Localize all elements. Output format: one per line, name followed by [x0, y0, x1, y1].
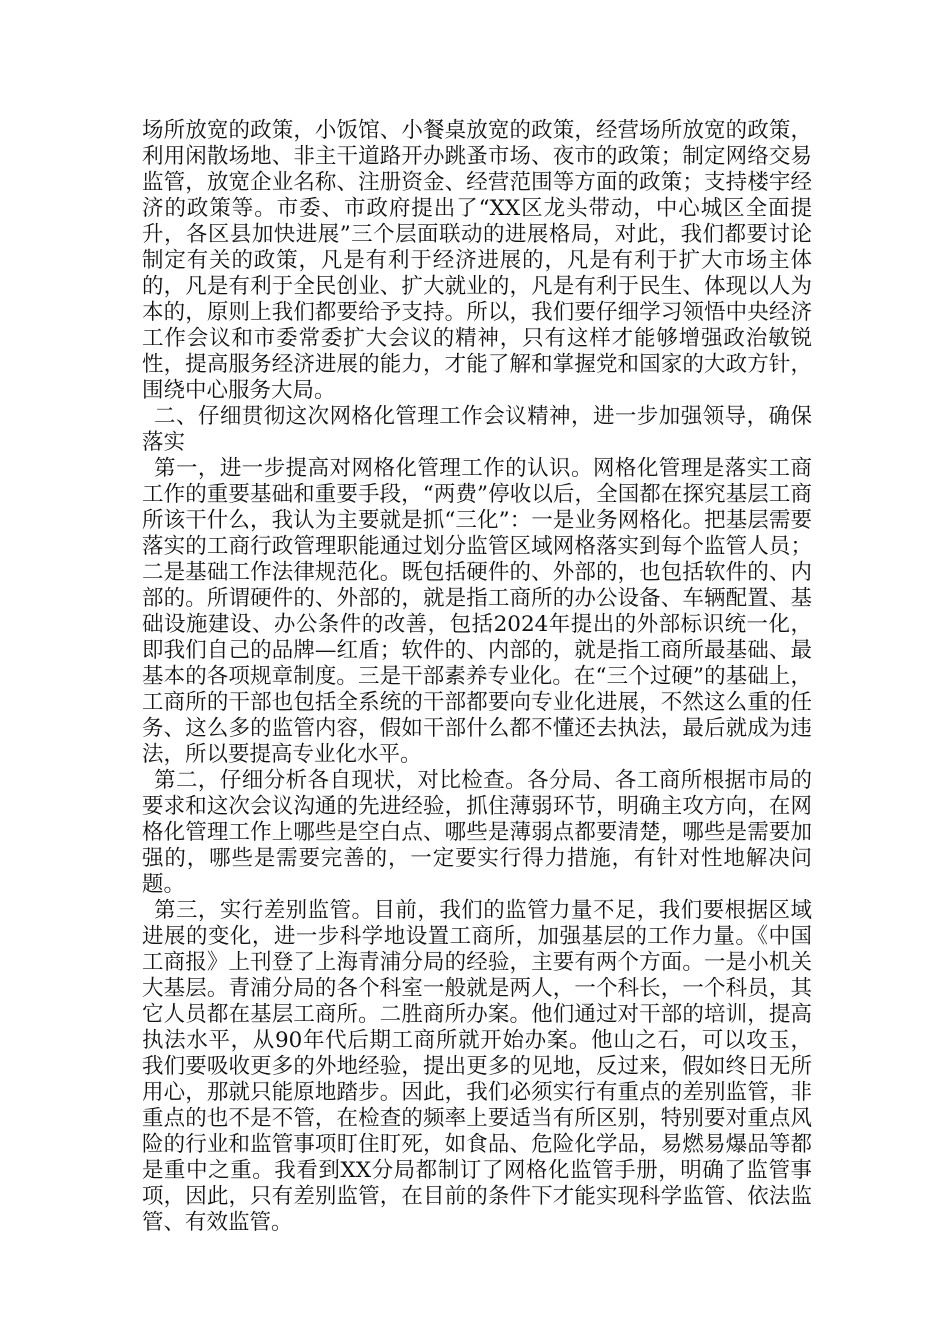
paragraph-third-point: 第三，实行差别监管。目前，我们的监管力量不足，我们要根据区域进展的变化，进一步科学地设置工商所，加强基层的工作力量。《中国工商报》上刊登了上海青浦分局的经验，主要有两个方面。一是小机关大基层。青浦分局的各个科室一般就是两人，一个科长，一个科员，其它人员都在基层工商所。二胜商所办案。他们通过对干部的培训，提高执法水平，从90年代后期工商所就开始办案。他山之石，可以攻玉，我们要吸收更多的外地经验，提出更多的见地，反过来，假如终日无所用心，那就只能原地踏步。因此，我们必须实行有重点的差别监管，非重点的也不是不管，在检查的频率上要适当有所区别，特别要对重点风险的行业和监管事项盯住盯死，如食品、危险化学品，易燃易爆品等都是重中之重。我看到XX分局都制订了网格化监管手册，明确了监管事项，因此，只有差别监管，在目前的条件下才能实现科学监管、依法监管、有效监管。 — [142, 898, 812, 1235]
paragraph-policy: 场所放宽的政策，小饭馆、小餐桌放宽的政策，经营场所放宽的政策，利用闲散场地、非主干道路开办跳蚤市场、夜市的政策；制定网络交易监管，放宽企业名称、注册资金、经营范围等方面的政策；支持楼宇经济的政策等。市委、市政府提出了“XX区龙头带动，中心城区全面提升，各区县加快进展”三个层面联动的进展格局，对此，我们都要讨论制定有关的政策，凡是有利于经济进展的，凡是有利于扩大市场主体的，凡是有利于全民创业、扩大就业的，凡是有利于民生、体现以人为本的，原则上我们都要给予支持。所以，我们要仔细学习领悟中央经济工作会议和市委常委扩大会议的精神，只有这样才能够增强政治敏锐性，提高服务经济进展的能力，才能了解和掌握党和国家的大政方针，围绕中心服务大局。 — [142, 118, 812, 403]
paragraph-first-point: 第一，进一步提高对网格化管理工作的认识。网格化管理是落实工商工作的重要基础和重要手段，“两费”停收以后，全国都在探究基层工商所该干什么，我认为主要就是抓“三化”：一是业务网格化。把基层需要落实的工商行政管理职能通过划分监管区域网格落实到每个监管人员；二是基础工作法律规范化。既包括硬件的、外部的，也包括软件的、内部的。所谓硬件的、外部的，就是指工商所的办公设备、车辆配置、基础设施建设、办公条件的改善，包括2024年提出的外部标识统一化，即我们自己的品牌—红盾；软件的、内部的，就是指工商所最基础、最基本的各项规章制度。三是干部素养专业化。在“三个过硬”的基础上，工商所的干部也包括全系统的干部都要向专业化进展，不然这么重的任务、这么多的监管内容，假如干部什么都不懂还去执法，最后就成为违法，所以要提高专业化水平。 — [142, 456, 812, 767]
section-heading: 二、仔细贯彻这次网格化管理工作会议精神，进一步加强领导，确保落实 — [142, 404, 812, 455]
paragraph-second-point: 第二，仔细分析各自现状，对比检查。各分局、各工商所根据市局的要求和这次会议沟通的先进经验，抓住薄弱环节，明确主攻方向，在网格化管理工作上哪些是空白点、哪些是薄弱点都要清楚，哪些是需要加强的，哪些是需要完善的，一定要实行得力措施，有针对性地解决问题。 — [142, 768, 812, 897]
document-page — [142, 118, 812, 1236]
